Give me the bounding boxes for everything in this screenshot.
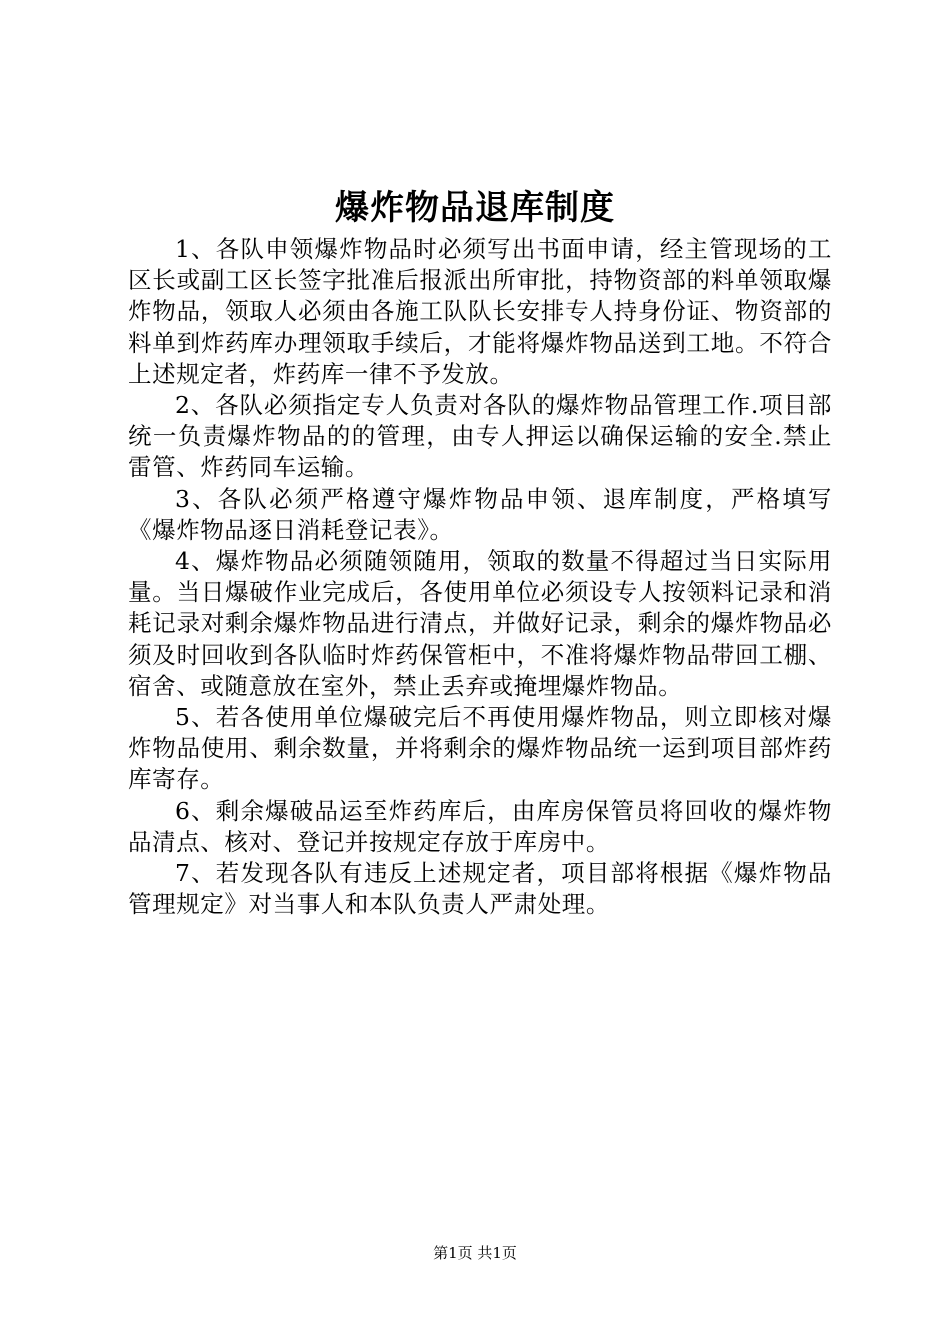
- paragraph-2: 2、各队必须指定专人负责对各队的爆炸物品管理工作.项目部统一负责爆炸物品的的管理，由专人押运以确保运输的安全.禁止雷管、炸药同车运输。: [128, 391, 832, 482]
- paragraph-4: 4、爆炸物品必须随领随用，领取的数量不得超过当日实际用量。当日爆破作业完成后，各使用单位必须设专人按领料记录和消耗记录对剩余爆炸物品进行清点，并做好记录，剩余的爆炸物品必须及时回收到各队临时炸药保管柜中，不准将爆炸物品带回工棚、宿舍、或随意放在室外，禁止丢弃或掩埋爆炸物品。: [128, 547, 832, 700]
- paragraph-5: 5、若各使用单位爆破完后不再使用爆炸物品，则立即核对爆炸物品使用、剩余数量，并将剩余的爆炸物品统一运到项目部炸药库寄存。: [128, 703, 832, 794]
- paragraph-7: 7、若发现各队有违反上述规定者，项目部将根据《爆炸物品管理规定》对当事人和本队负责人严肃处理。: [128, 859, 832, 919]
- paragraph-1: 1、各队申领爆炸物品时必须写出书面申请，经主管现场的工区长或副工区长签字批准后报派出所审批，持物资部的料单领取爆炸物品，领取人必须由各施工队队长安排专人持身份证、物资部的料单到炸药库办理领取手续后，才能将爆炸物品送到工地。不符合上述规定者，炸药库一律不予发放。: [128, 235, 832, 388]
- document-body: [128, 234, 832, 920]
- paragraph-6: 6、剩余爆破品运至炸药库后，由库房保管员将回收的爆炸物品清点、核对、登记并按规定存放于库房中。: [128, 796, 832, 856]
- page-title: 爆炸物品退库制度: [335, 188, 615, 228]
- page-footer: 第1页 共1页: [433, 1244, 517, 1262]
- paragraph-3: 3、各队必须严格遵守爆炸物品申领、退库制度，严格填写《爆炸物品逐日消耗登记表》。: [128, 484, 832, 544]
